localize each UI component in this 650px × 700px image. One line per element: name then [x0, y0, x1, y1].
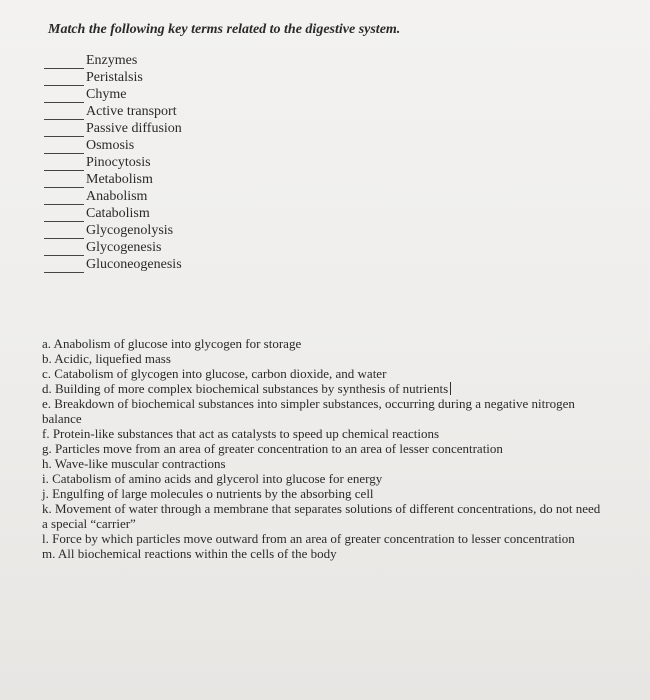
definition-item: g. Particles move from an area of greater concentration to an area of lesser concentration — [42, 441, 503, 456]
definition-item: f. Protein-like substances that act as catalysts to speed up chemical reactions — [42, 426, 440, 441]
term-row — [44, 205, 182, 222]
term-label: Catabolism — [86, 206, 150, 221]
answer-blank[interactable] — [44, 175, 84, 188]
answer-blank[interactable] — [44, 56, 84, 69]
answer-blank[interactable] — [44, 243, 84, 256]
answer-blank[interactable] — [44, 226, 84, 239]
term-label: Enzymes — [86, 53, 138, 68]
term-label: Anabolism — [86, 189, 148, 204]
term-row — [44, 188, 182, 205]
term-label: Peristalsis — [86, 70, 143, 85]
definition-text: d. Building of more complex biochemical substances by synthesis of nutrients — [42, 381, 449, 396]
term-label: Glycogenolysis — [86, 223, 174, 238]
answer-blank[interactable] — [44, 141, 84, 154]
term-row — [44, 256, 182, 273]
text-cursor — [450, 382, 451, 395]
term-label: Chyme — [86, 87, 127, 102]
term-label: Active transport — [86, 104, 177, 119]
term-label: Passive diffusion — [86, 121, 182, 136]
definition-item: j. Engulfing of large molecules o nutrients by the absorbing cell — [42, 486, 374, 501]
definition-item: h. Wave-like muscular contractions — [42, 456, 226, 471]
term-row — [44, 86, 182, 103]
definition-item: b. Acidic, liquefied mass — [42, 351, 171, 366]
definition-item: k. Movement of water through a membrane that separates solutions of different concentrations, do not need a special “carrier” — [42, 501, 601, 531]
term-label: Gluconeogenesis — [86, 257, 182, 272]
answer-blank[interactable] — [44, 158, 84, 171]
terms-list — [44, 52, 182, 273]
term-label: Glycogenesis — [86, 240, 162, 255]
term-row — [44, 103, 182, 120]
definition-item: l. Force by which particles move outward from an area of greater concentration to lesser concentration — [42, 531, 575, 546]
worksheet-title: Match the following key terms related to the digestive system. — [48, 22, 401, 37]
answer-blank[interactable] — [44, 260, 84, 273]
answer-blank[interactable] — [44, 90, 84, 103]
definition-item: i. Catabolism of amino acids and glycerol into glucose for energy — [42, 471, 383, 486]
definition-item: a. Anabolism of glucose into glycogen for storage — [42, 336, 302, 351]
answer-blank[interactable] — [44, 107, 84, 120]
definition-item: m. All biochemical reactions within the cells of the body — [42, 546, 337, 561]
term-label: Osmosis — [86, 138, 135, 153]
term-row — [44, 137, 182, 154]
definition-item — [42, 381, 607, 396]
term-row — [44, 154, 182, 171]
term-row — [44, 69, 182, 86]
answer-blank[interactable] — [44, 192, 84, 205]
term-row — [44, 239, 182, 256]
term-row — [44, 171, 182, 188]
answer-blank[interactable] — [44, 73, 84, 86]
term-label: Metabolism — [86, 172, 153, 187]
answer-blank[interactable] — [44, 209, 84, 222]
term-row — [44, 222, 182, 239]
definition-item: e. Breakdown of biochemical substances into simpler substances, occurring during a negative nitrogen balance — [42, 396, 575, 426]
term-label: Pinocytosis — [86, 155, 151, 170]
definition-item: c. Catabolism of glycogen into glucose, carbon dioxide, and water — [42, 366, 387, 381]
term-row — [44, 52, 182, 69]
answer-blank[interactable] — [44, 124, 84, 137]
term-row — [44, 120, 182, 137]
definitions-list — [42, 336, 607, 561]
